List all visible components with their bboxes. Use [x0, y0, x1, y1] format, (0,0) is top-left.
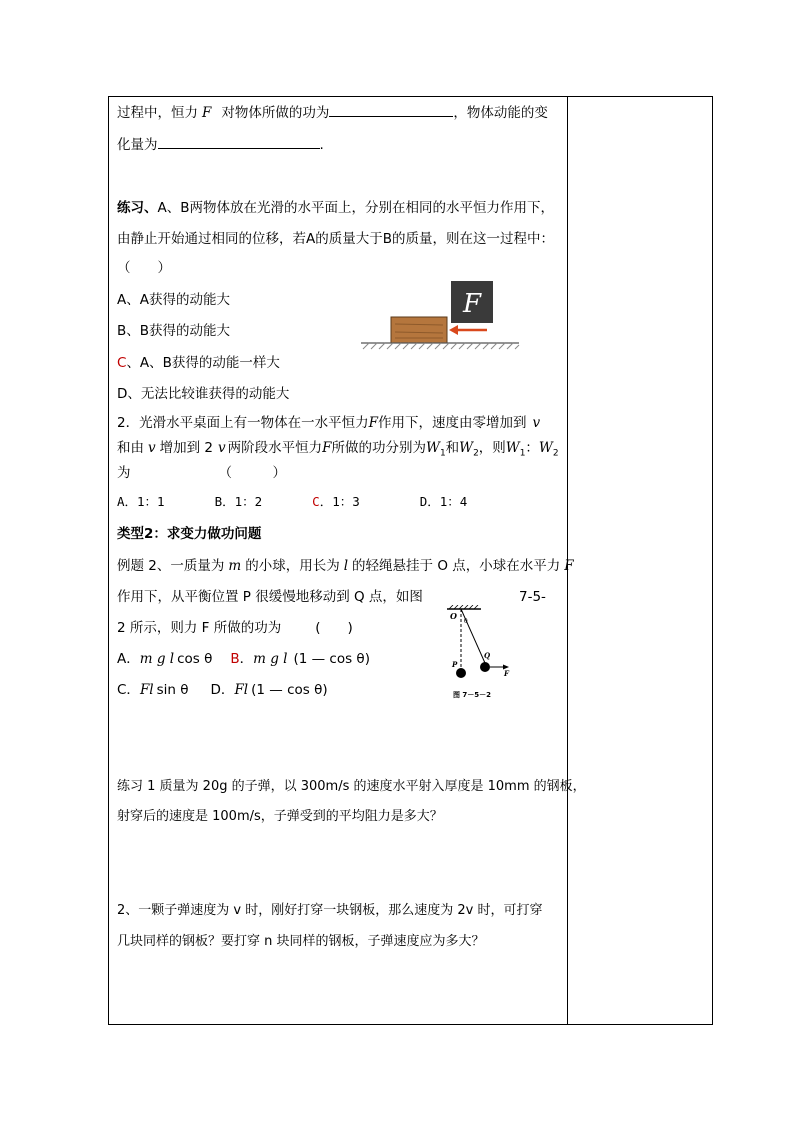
ex2-line-2: 和由 v 增加到 2 v 两阶段水平恒力F所做的功分别为$W_1$和$W_2$，则$W_1$：$W_2$: [117, 440, 559, 459]
intro-line-2: 化量为 .: [117, 137, 324, 153]
type2-line-1: 例题 2、一质量为 m 的小球，用长为 l 的轻绳悬挂于 O 点，小球在水平力 F: [117, 558, 574, 574]
ball-p: [456, 668, 466, 678]
point-p-label: P: [452, 660, 458, 669]
practice-1-line-2: 射穿后的速度是 100m/s，子弹受到的平均阻力是多大？: [117, 809, 443, 824]
ex1-stem-1: 练习、A、B两物体放在光滑的水平面上，分别在相同的水平恒力作用下，: [117, 200, 554, 216]
ex1-option-c: C、A、B获得的动能一样大: [117, 355, 280, 371]
ex1-paren: （ ）: [117, 260, 171, 276]
practice-2-line-2: 几块同样的钢板？要打穿 n 块同样的钢板，子弹速度应为多大？: [117, 934, 485, 949]
ex2-option-a: A．1：1: [117, 494, 165, 509]
block-force-figure: [361, 277, 521, 353]
point-q-label: Q: [484, 651, 491, 660]
answer-blank-ke[interactable]: [158, 136, 320, 149]
ex1-option-b: B、B获得的动能大: [117, 323, 231, 339]
type2-option-c: C．Fl sin θ: [117, 682, 189, 698]
ex1-option-d: D、无法比较谁获得的动能大: [117, 386, 290, 402]
ex2-option-c: C．1：3: [312, 494, 360, 509]
practice-2-line-1: 2、一颗子弹速度为 v 时，刚好打穿一块钢板，那么速度为 2v 时，可打穿: [117, 903, 543, 918]
point-o-label: O: [450, 611, 457, 621]
ex2-line-3: 为 （ ）: [117, 465, 286, 481]
practice-1-line-1: 练习 1 质量为 20g 的子弹，以 300m/s 的速度水平射入厚度是 10mm 的钢板，: [117, 779, 586, 794]
type2-line-3: 2 所示，则力 F 所做的功为 ( ): [117, 620, 353, 636]
type2-line-2: 作用下，从平衡位置 P 很缓慢地移动到 Q 点，如图: [117, 589, 423, 605]
ball-q: [480, 662, 490, 672]
force-arrow-head: [449, 325, 458, 335]
wooden-block: [391, 317, 447, 343]
ex2-option-d: D．1：4: [419, 494, 468, 509]
type2-options-ab: [117, 649, 370, 669]
answer-blank-work[interactable]: [329, 104, 453, 117]
type2-options-cd: [117, 680, 328, 700]
figure-caption: 图 7－5－2: [453, 691, 492, 699]
page-table: [108, 96, 713, 1025]
intro-line-1: 过程中，恒力 F 对物体所做的功为 ，物体动能的变: [117, 105, 548, 121]
ex2-line-1: 2．光滑水平桌面上有一物体在一水平恒力F作用下，速度由零增加到 v: [117, 415, 541, 431]
ex1-stem-2: 由静止开始通过相同的位移，若A的质量大于B的质量，则在这一过程中：: [117, 231, 554, 247]
type2-option-a: A．m g l cos θ: [117, 651, 213, 667]
ground-hatch: [363, 343, 519, 349]
pendulum-figure: [437, 605, 517, 705]
type2-heading: 类型2：求变力做功问题: [117, 526, 262, 542]
ex1-option-a: A、A获得的动能大: [117, 292, 230, 308]
type2-option-b: B．m g l (1 — cos θ): [230, 651, 370, 667]
ex2-options: [117, 492, 467, 512]
theta-label: θ: [464, 618, 468, 625]
force-label: F: [462, 289, 482, 319]
type2-option-d: D．Fl (1 — cos θ): [210, 682, 328, 698]
ex2-option-b: B．1：2: [214, 494, 263, 509]
force-f-label: F: [504, 669, 509, 678]
type2-line-2-tail: 7-5-: [519, 589, 546, 605]
